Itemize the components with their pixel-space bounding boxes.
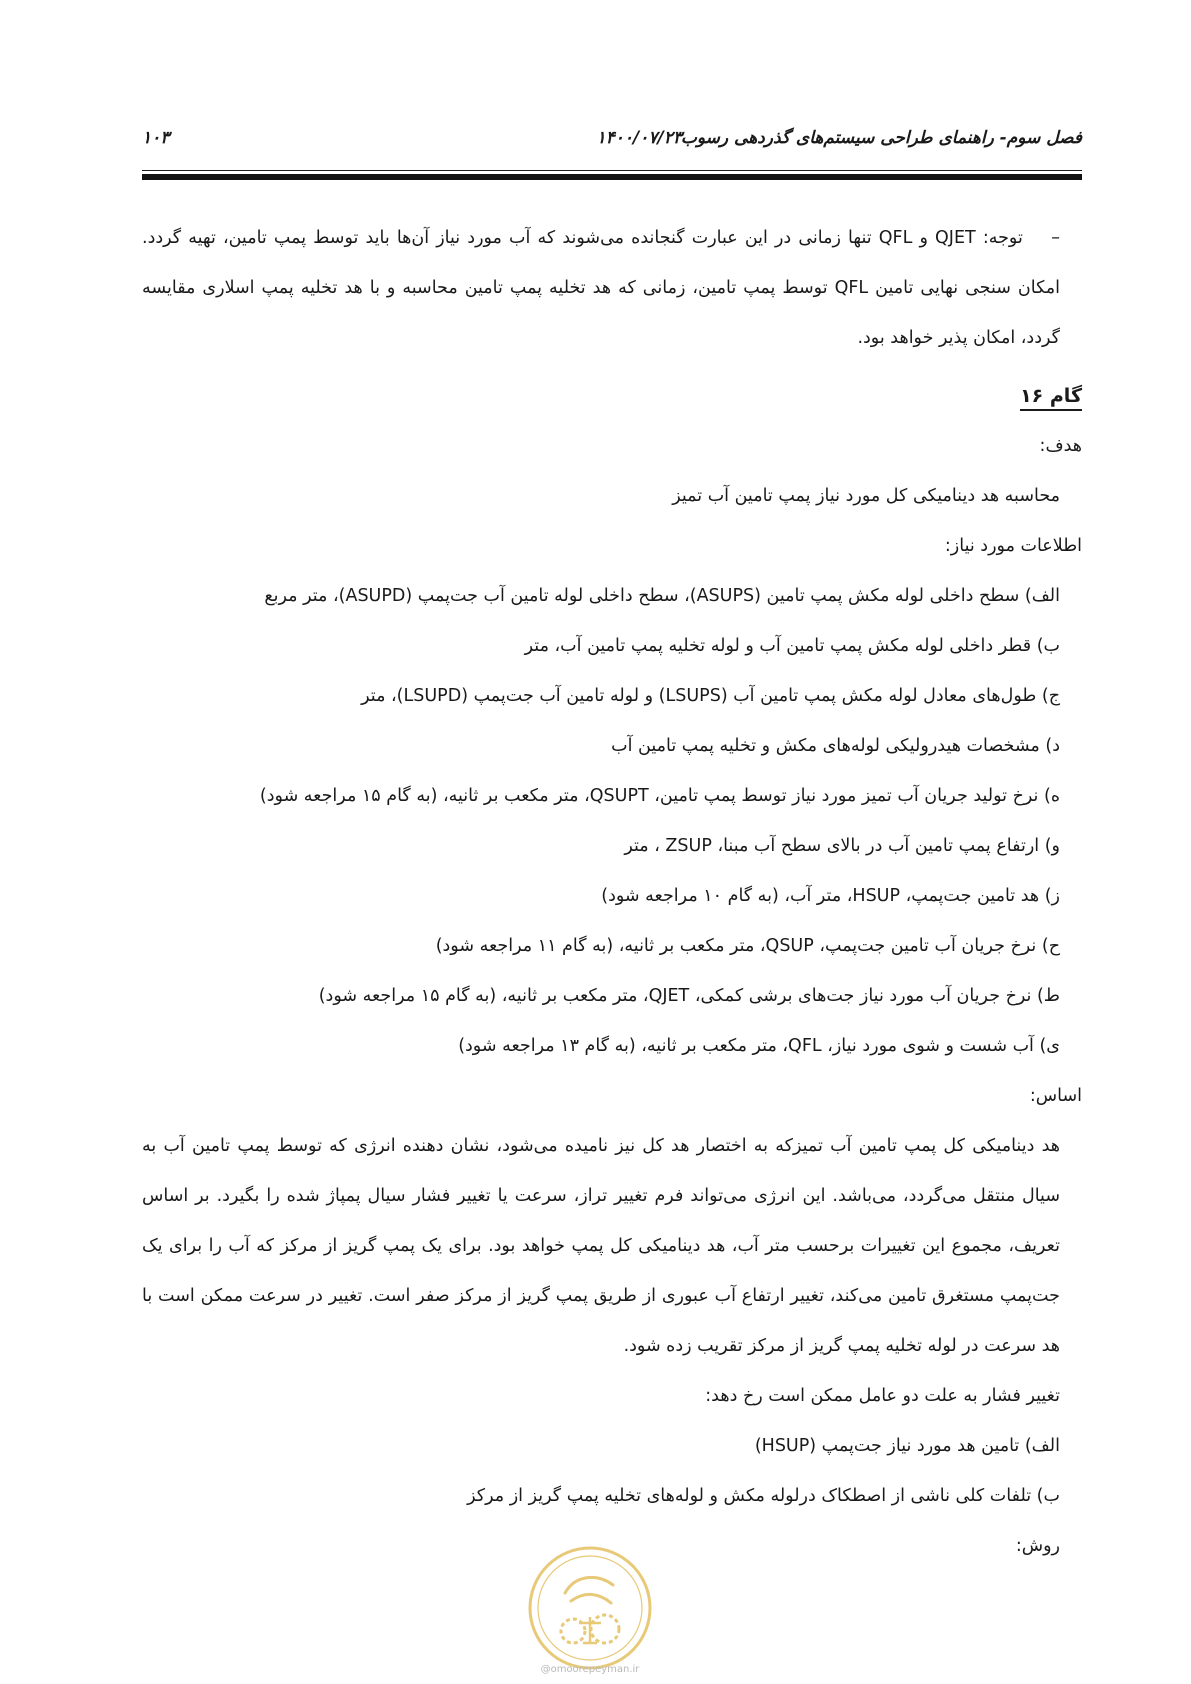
page-header [142, 128, 1082, 156]
seal-script-mark [565, 1577, 613, 1603]
goal-label: هدف: [1039, 436, 1082, 456]
pressure-item: الف) تامین هد مورد نیاز جت‌پمپ (HSUP) [754, 1436, 1060, 1456]
info-item: ج) طول‌های معادل لوله مکش پمپ تامین آب (LSUPS) و لوله تامین آب جت‌پمپ (LSUPD)، متر [361, 686, 1060, 706]
header-rule-thick [142, 174, 1082, 180]
info-item: ح) نرخ جریان آب تامین جت‌پمپ، QSUP، متر مکعب بر ثانیه، (به گام ۱۱ مراجعه شود) [435, 936, 1060, 956]
pressure-item: ب) تلفات کلی ناشی از اصطکاک درلوله مکش و لوله‌های تخلیه پمپ گریز از مرکز [467, 1486, 1060, 1506]
watermark-caption: @omoorepeyman.ir [540, 1664, 640, 1675]
basis-label: اساس: [1029, 1086, 1082, 1106]
info-item: د) مشخصات هیدرولیکی لوله‌های مکش و تخلیه پمپ تامین آب [611, 736, 1060, 756]
chapter-title: فصل سوم- راهنمای طراحی سیستم‌های گذردهی رسوب [680, 128, 1082, 148]
info-item: الف) سطح داخلی لوله مکش پمپ تامین (ASUPS)، سطح داخلی لوله تامین آب جت‌پمپ (ASUPD)، متر مربع [264, 586, 1060, 606]
info-label: اطلاعات مورد نیاز: [944, 536, 1082, 556]
info-item: ی) آب شست و شوی مورد نیاز، QFL، متر مکعب بر ثانیه، (به گام ۱۳ مراجعه شود) [458, 1036, 1060, 1056]
info-item: ط) نرخ جریان آب مورد نیاز جت‌های برشی کمکی، QJET، متر مکعب بر ثانیه، (به گام ۱۵ مراجعه شود) [318, 986, 1060, 1006]
seal-outer-ring [530, 1548, 650, 1668]
gear-icon [591, 1615, 619, 1643]
info-item: و) ارتفاع پمپ تامین آب در بالای سطح آب مبنا، ZSUP ، متر [624, 836, 1060, 856]
goal-text: محاسبه هد دینامیکی کل مورد نیاز پمپ تامین آب تمیز [672, 486, 1060, 506]
info-item: ز) هد تامین جت‌پمپ، HSUP، متر آب، (به گام ۱۰ مراجعه شود) [601, 886, 1060, 906]
publisher-seal-logo [527, 1545, 653, 1671]
info-item: ه) نرخ تولید جریان آب تمیز مورد نیاز توسط پمپ تامین، QSUPT، متر مکعب بر ثانیه، (به گام ۱۵ مراجعه شود) [259, 786, 1060, 806]
note-paragraph: – توجه: QJET و QFL تنها زمانی در این عبارت گنجانده می‌شوند که آب مورد نیاز آن‌ها باید توسط پمپ تامین، تهیه گردد. امکان سنجی نهایی تامین QFL توسط پمپ تامین، زمانی که هد تخلیه پمپ تامین محاسبه و با هد تخلیه پمپ اسلاری مقایسه گردد، امکان پذیر خواهد بود. [142, 228, 1061, 348]
info-item: ب) قطر داخلی لوله مکش پمپ تامین آب و لوله تخلیه پمپ تامین آب، متر [524, 636, 1060, 656]
step-heading [142, 371, 1082, 421]
seal-inner-ring [538, 1556, 642, 1660]
step-heading-text: گام ۱۶ [1020, 385, 1082, 411]
header-date: ۱۴۰۰/۰۷/۲۳ [596, 128, 682, 148]
page-body [142, 213, 1082, 1571]
method-label: روش: [1015, 1536, 1060, 1556]
basis-paragraph: هد دینامیکی کل پمپ تامین آب تمیزکه به اختصار هد کل نیز نامیده می‌شود، نشان دهنده انرژی که توسط پمپ تامین آب به سیال منتقل می‌گردد، می‌باشد. این انرژی می‌تواند فرم تغییر تراز، سرعت یا تغییر فشار سیال پمپاژ شده را بگیرد. بر اساس تعریف، مجموع این تغییرات برحسب متر آب، هد دینامیکی کل پمپ خواهد بود. برای یک پمپ گریز از مرکز که آب را برای یک جت‌پمپ مستغرق تامین می‌کند، تغییر ارتفاع آب عبوری از طریق پمپ گریز از مرکز صفر است. تغییر در سرعت ممکن است با هد سرعت در لوله تخلیه پمپ گریز از مرکز تقریب زده شود. [142, 1136, 1060, 1356]
page-number: ۱۰۳ [142, 128, 170, 148]
pressure-intro: تغییر فشار به علت دو عامل ممکن است رخ دهد: [705, 1386, 1060, 1406]
header-rule-thin [142, 170, 1082, 171]
info-list [142, 571, 1082, 1071]
